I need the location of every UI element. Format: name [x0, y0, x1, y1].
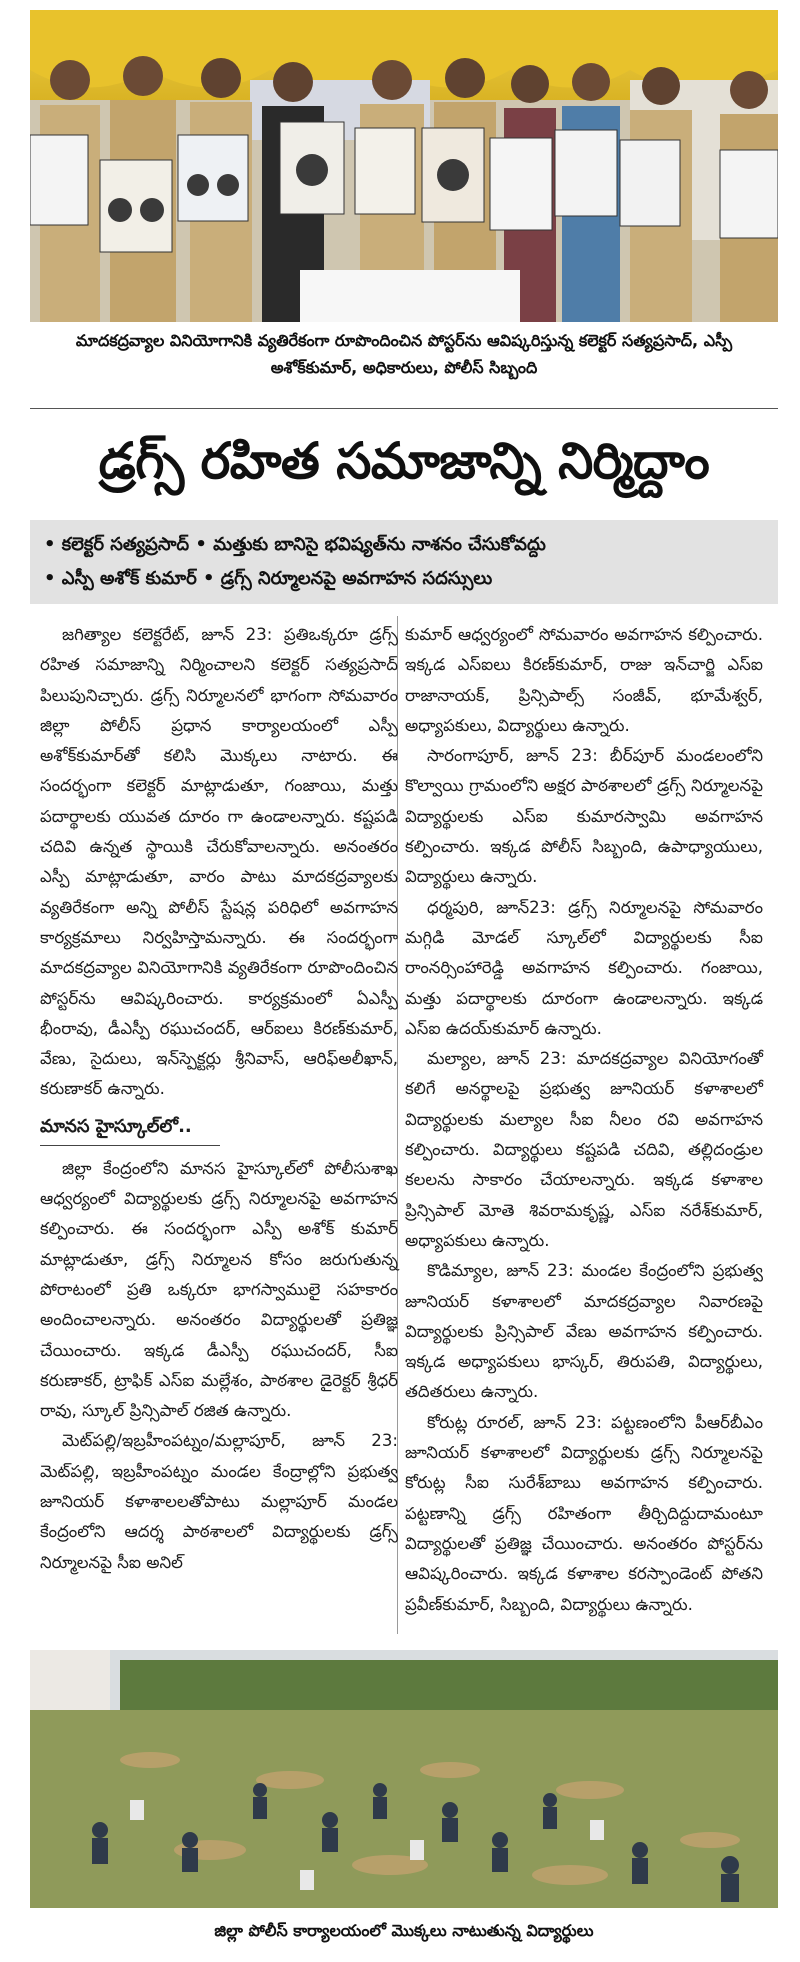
article-paragraph: మెట్‌పల్లి/ఇబ్రహీంపట్నం/మల్లాపూర్‌, జూన్‌ 23: మెట్‌పల్లి, ఇబ్రహీంపట్నం మండల కేంద్రాల్లోని ప్రభుత్వ జూనియర్‌ కళాశాలలతోపాటు మల్లాపూర్‌ మండల కేంద్రంలోని ఆదర్శ పాఠశాలలో విద్యార్థులకు డ్రగ్స్‌ నిర్మూలనపై సీఐ అనిల్‌ — [40, 1431, 398, 1572]
summary-line-2: • ఎస్పీ అశోక్‌ కుమార్‌ • డ్రగ్స్‌ నిర్మూలనపై అవగాహన సదస్సులు — [44, 568, 493, 589]
article-paragraph: జగిత్యాల కలెక్టరేట్‌, జూన్‌ 23: ప్రతిఒక్కరూ డ్రగ్స్‌ రహిత సమాజాన్ని నిర్మించాలని కలెక్టర్‌ సత్యప్రసాద్‌ పిలుపునిచ్చారు. డ్రగ్స్‌ నిర్మూలనలో భాగంగా సోమవారం జిల్లా పోలీస్‌ ప్రధాన కార్యాలయంలో ఎస్పీ అశోక్‌కుమార్‌తో కలిసి మొక్కలు నాటారు. ఈ సందర్భంగా కలెక్టర్‌ మాట్లాడుతూ, గంజాయి, మత్తు పదార్థాలకు యువత దూరం గా ఉండాలన్నారు. కష్టపడి చదివి ఉన్నత స్థాయికి చేరుకోవాలన్నారు. అనంతరం ఎస్పీ మాట్లాడుతూ, వారం పాటు మాదకద్రవ్యాలకు వ్యతిరేకంగా అన్ని పోలీస్‌ స్టేషన్ల పరిధిలో అవగాహన కార్యక్రమాలు నిర్వహిస్తామన్నారు. ఈ సందర్భంగా మాదకద్రవ్యాల వినియోగానికి వ్యతిరేకంగా రూపొందించిన పోస్టర్‌ను ఆవిష్కరించారు. కార్యక్రమంలో ఏఎస్పీ భీంరావు, డీఎస్పీ రఘుచందర్‌, ఆర్‌ఐలు కిరణ్‌కుమార్‌, వేణు, సైదులు, ఇన్‌స్పెక్టర్లు శ్రీనివాస్‌, ఆరిఫ్‌అలీఖాన్‌, కరుణాకర్‌ ఉన్నారు. — [40, 625, 398, 1099]
article-paragraph: కుమార్‌ ఆధ్వర్యంలో సోమవారం అవగాహన కల్పించారు. ఇక్కడ ఎస్‌ఐలు కిరణ్‌కుమార్‌, రాజు ఇన్‌చార్జి ఎస్‌ఐ రాజానాయక్‌, ప్రిన్సిపాల్స్‌ సంజీవ్‌, భూమేశ్వర్‌, అధ్యాపకులు, విద్యార్థులు ఉన్నారు. — [405, 625, 763, 735]
article-paragraph: సారంగాపూర్‌, జూన్‌ 23: బీర్‌పూర్‌ మండలంలోని కొల్వాయి గ్రామంలోని అక్షర పాఠశాలలో డ్రగ్స్‌ నిర్మూలనపై విద్యార్థులకు ఎస్‌ఐ కుమారస్వామి అవగాహన కల్పించారు. ఇక్కడ పోలీస్‌ సిబ్బంది, ఉపాధ్యాయులు, విద్యార్థులు ఉన్నారు. — [405, 746, 763, 887]
headline: డ్రగ్స్‌ రహిత సమాజాన్ని నిర్మిద్దాం — [98, 432, 710, 490]
section-heading-rule — [40, 1145, 220, 1146]
summary-box — [30, 520, 778, 604]
article-column-right — [405, 620, 763, 1620]
section-heading: మానస హైస్కూల్‌లో.. — [40, 1115, 192, 1137]
summary-line-1: • కలెక్టర్‌ సత్యప్రసాద్‌ • మత్తుకు బానిసై భవిష్యత్‌ను నాశనం చేసుకోవద్దు — [44, 534, 546, 555]
article-paragraph: కొడిమ్యాల, జూన్‌ 23: మండల కేంద్రంలోని ప్రభుత్వ జూనియర్‌ కళాశాలలో మాదకద్రవ్యాల నివారణపై విద్యార్థులకు ప్రిన్సిపాల్‌ వేణు అవగాహన కల్పించారు. ఇక్కడ అధ్యాపకులు భాస్కర్‌, తిరుపతి, విద్యార్థులు, తదితరులు ఉన్నారు. — [405, 1261, 763, 1402]
caption-divider — [30, 408, 778, 409]
top-photo — [30, 10, 778, 322]
article-paragraph: కోరుట్ల రూరల్‌, జూన్‌ 23: పట్టణంలోని పీఆర్‌బీఎం జూనియర్‌ కళాశాలలో విద్యార్థులకు డ్రగ్స్‌ నిర్మూలనపై కోరుట్ల సీఐ సురేశ్‌బాబు అవగాహన కల్పించారు. పట్టణాన్ని డ్రగ్స్‌ రహితంగా తీర్చిదిద్దుదామంటూ విద్యార్థులతో ప్రతిజ్ఞ చేయించారు. అనంతరం పోస్టర్‌ను ఆవిష్కరించారు. ఇక్కడ కళాశాల కరస్పాండెంట్‌ పోతని ప్రవీణ్‌కుమార్‌, సిబ్బంది, విద్యార్థులు ఉన్నారు. — [405, 1412, 763, 1614]
article-paragraph: జిల్లా కేంద్రంలోని మానస హైస్కూల్‌లో పోలీసుశాఖ ఆధ్వర్యంలో విద్యార్థులకు డ్రగ్స్‌ నిర్మూలనపై అవగాహన కల్పించారు. ఈ సందర్భంగా ఎస్పీ అశోక్‌ కుమార్‌ మాట్లాడుతూ, డ్రగ్స్‌ నిర్మూలన కోసం జరుగుతున్న పోరాటంలో ప్రతి ఒక్కరూ భాగస్వాములై సహకారం అందించాలన్నారు. అనంతరం విద్యార్థులతో ప్రతిజ్ఞ చేయించారు. ఇక్కడ డీఎస్పీ రఘుచందర్‌, సీఐ కరుణాకర్‌, ట్రాఫిక్‌ ఎస్‌ఐ మల్లేశం, పాఠశాల డైరెక్టర్‌ శ్రీధర్‌ రావు, స్కూల్‌ ప్రిన్సిపాల్‌ రజిత ఉన్నారు. — [40, 1158, 398, 1421]
bottom-photo — [30, 1650, 778, 1908]
article-paragraph: ధర్మపురి, జూన్‌23: డ్రగ్స్‌ నిర్మూలనపై సోమవారం మగ్గిడి మోడల్‌ స్కూల్‌లో విద్యార్థులకు సీఐ రాంనర్సింహారెడ్డి అవగాహన కల్పించారు. గంజాయి, మత్తు పదార్థాలకు దూరంగా ఉండాలన్నారు. ఇక్కడ ఎస్‌ఐ ఉదయ్‌కుమార్‌ ఉన్నారు. — [405, 897, 763, 1038]
article-paragraph: మల్యాల, జూన్‌ 23: మాదకద్రవ్యాల వినియోగంతో కలిగే అనర్థాలపై ప్రభుత్వ జూనియర్‌ కళాశాలలో విద్యార్థులకు మల్యాల సీఐ నీలం రవి అవగాహన కల్పించారు. విద్యార్థులు కష్టపడి చదివి, తల్లిదండ్రుల కలలను సాకారం చేయాలన్నారు. ఇక్కడ కళాశాల ప్రిన్సిపాల్‌ మోతె శివరామకృష్ణ, ఎస్‌ఐ నరేశ్‌కుమార్‌, అధ్యాపకులు ఉన్నారు. — [405, 1049, 763, 1250]
article-column-left — [40, 620, 398, 1578]
top-photo-caption: మాదకద్రవ్యాల వినియోగానికి వ్యతిరేకంగా రూపొందించిన పోస్టర్‌ను ఆవిష్కరిస్తున్న కలెక్టర్‌ సత్యప్రసాద్‌, ఎస్పీ అశోక్‌కుమార్‌, అధికారులు, పోలీస్‌ సిబ్బంది — [75, 331, 733, 377]
bottom-photo-caption: జిల్లా పోలీస్‌ కార్యాలయంలో మొక్కలు నాటుతున్న విద్యార్థులు — [214, 1921, 594, 1940]
